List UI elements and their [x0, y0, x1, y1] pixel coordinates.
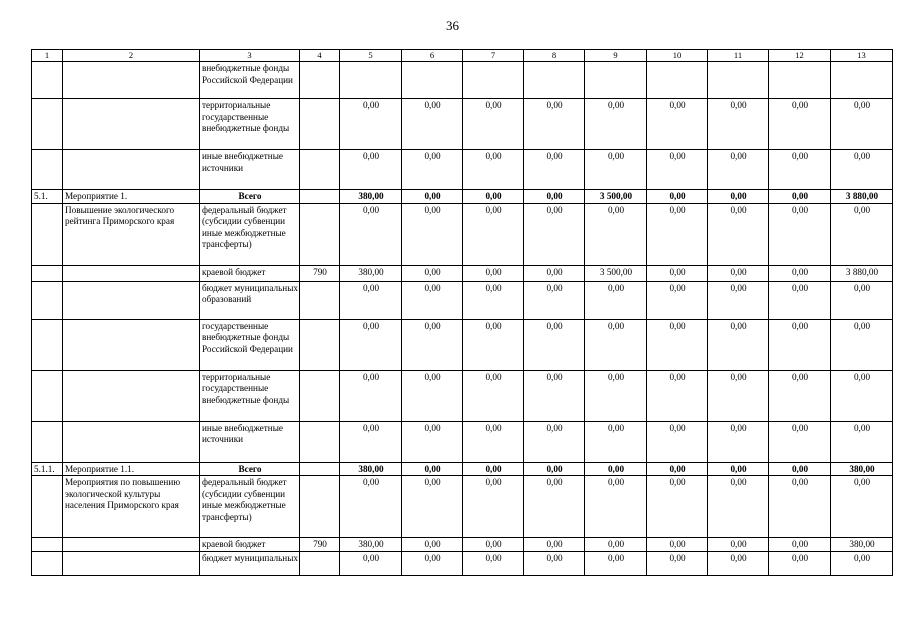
- source-cell: федеральный бюджет (субсидии субвенции иные межбюджетные трансферты): [200, 203, 300, 265]
- item-number-cell: [32, 62, 63, 99]
- value-cell: 0,00: [463, 551, 524, 575]
- column-header: 3: [200, 50, 300, 62]
- value-cell: 0,00: [524, 150, 585, 190]
- value-cell: 0,00: [524, 265, 585, 281]
- value-cell: 380,00: [340, 265, 402, 281]
- value-cell: 0,00: [708, 265, 769, 281]
- value-cell: 0,00: [831, 370, 893, 421]
- item-number-cell: [32, 99, 63, 150]
- header-row: [32, 50, 893, 62]
- item-name-cell: [63, 421, 200, 462]
- value-cell: 0,00: [708, 538, 769, 552]
- value-cell: 0,00: [647, 281, 708, 319]
- code-cell: [300, 370, 340, 421]
- item-number-cell: 5.1.: [32, 190, 63, 204]
- column-header: 10: [647, 50, 708, 62]
- value-cell: 0,00: [463, 476, 524, 538]
- value-cell: 0,00: [831, 281, 893, 319]
- value-cell: 0,00: [524, 190, 585, 204]
- total-row: [32, 190, 893, 204]
- value-cell: [463, 62, 524, 99]
- value-cell: 0,00: [402, 476, 463, 538]
- value-cell: 0,00: [585, 370, 647, 421]
- table-row: [32, 319, 893, 370]
- item-name-cell: [63, 150, 200, 190]
- value-cell: 0,00: [708, 150, 769, 190]
- item-number-cell: [32, 551, 63, 575]
- value-cell: 0,00: [463, 319, 524, 370]
- value-cell: 0,00: [769, 319, 831, 370]
- column-header: 12: [769, 50, 831, 62]
- value-cell: 0,00: [463, 462, 524, 476]
- value-cell: 0,00: [769, 538, 831, 552]
- source-cell: территориальные государственные внебюджетные фонды: [200, 99, 300, 150]
- value-cell: 0,00: [402, 265, 463, 281]
- value-cell: 0,00: [402, 281, 463, 319]
- value-cell: 0,00: [647, 319, 708, 370]
- item-name-cell: [63, 62, 200, 99]
- value-cell: 0,00: [708, 203, 769, 265]
- value-cell: 0,00: [585, 281, 647, 319]
- value-cell: 0,00: [463, 538, 524, 552]
- value-cell: 0,00: [769, 281, 831, 319]
- value-cell: 0,00: [769, 150, 831, 190]
- code-cell: [300, 551, 340, 575]
- value-cell: 0,00: [647, 265, 708, 281]
- value-cell: 380,00: [340, 538, 402, 552]
- value-cell: 0,00: [402, 462, 463, 476]
- item-number-cell: [32, 370, 63, 421]
- value-cell: 0,00: [647, 99, 708, 150]
- source-cell: иные внебюджетные источники: [200, 150, 300, 190]
- value-cell: 0,00: [524, 99, 585, 150]
- value-cell: 0,00: [769, 462, 831, 476]
- total-row: [32, 462, 893, 476]
- value-cell: 0,00: [831, 551, 893, 575]
- value-cell: 0,00: [585, 150, 647, 190]
- value-cell: 0,00: [463, 99, 524, 150]
- value-cell: 0,00: [463, 203, 524, 265]
- value-cell: 0,00: [647, 551, 708, 575]
- value-cell: 0,00: [524, 476, 585, 538]
- total-label: Всего: [200, 462, 300, 476]
- value-cell: 0,00: [708, 99, 769, 150]
- value-cell: 0,00: [769, 265, 831, 281]
- value-cell: 0,00: [647, 190, 708, 204]
- source-cell: краевой бюджет: [200, 538, 300, 552]
- source-cell: краевой бюджет: [200, 265, 300, 281]
- table-row: [32, 150, 893, 190]
- value-cell: 0,00: [402, 190, 463, 204]
- value-cell: 380,00: [340, 462, 402, 476]
- column-header: 9: [585, 50, 647, 62]
- value-cell: 0,00: [585, 476, 647, 538]
- table-row: [32, 476, 893, 538]
- value-cell: 0,00: [340, 281, 402, 319]
- value-cell: 0,00: [647, 150, 708, 190]
- value-cell: 0,00: [585, 203, 647, 265]
- code-cell: [300, 476, 340, 538]
- value-cell: 0,00: [647, 462, 708, 476]
- value-cell: [524, 62, 585, 99]
- value-cell: 0,00: [708, 551, 769, 575]
- value-cell: 0,00: [585, 462, 647, 476]
- column-header: 7: [463, 50, 524, 62]
- value-cell: 3 880,00: [831, 190, 893, 204]
- value-cell: 0,00: [463, 370, 524, 421]
- value-cell: 3 500,00: [585, 265, 647, 281]
- value-cell: 0,00: [708, 281, 769, 319]
- source-cell: внебюджетные фонды Российской Федерации: [200, 62, 300, 99]
- table-row: [32, 281, 893, 319]
- value-cell: [831, 62, 893, 99]
- code-cell: [300, 203, 340, 265]
- code-cell: [300, 462, 340, 476]
- source-cell: бюджет муниципальных: [200, 551, 300, 575]
- value-cell: [647, 62, 708, 99]
- value-cell: 0,00: [524, 370, 585, 421]
- item-name-cell: Мероприятие 1.: [63, 190, 200, 204]
- item-name-cell: [63, 281, 200, 319]
- value-cell: 0,00: [340, 421, 402, 462]
- item-name-cell: [63, 99, 200, 150]
- value-cell: 0,00: [402, 99, 463, 150]
- value-cell: 0,00: [463, 281, 524, 319]
- item-number-cell: [32, 319, 63, 370]
- value-cell: 0,00: [463, 421, 524, 462]
- value-cell: 0,00: [708, 190, 769, 204]
- value-cell: 0,00: [585, 421, 647, 462]
- value-cell: 0,00: [340, 99, 402, 150]
- item-number-cell: [32, 265, 63, 281]
- value-cell: 0,00: [340, 319, 402, 370]
- value-cell: 0,00: [402, 421, 463, 462]
- source-cell: государственные внебюджетные фонды Российской Федерации: [200, 319, 300, 370]
- value-cell: 0,00: [647, 421, 708, 462]
- value-cell: 0,00: [524, 462, 585, 476]
- table-row: [32, 62, 893, 99]
- value-cell: 0,00: [585, 99, 647, 150]
- column-header: 5: [340, 50, 402, 62]
- column-header: 6: [402, 50, 463, 62]
- table-row: [32, 538, 893, 552]
- value-cell: 380,00: [340, 190, 402, 204]
- value-cell: 0,00: [524, 319, 585, 370]
- value-cell: 0,00: [524, 551, 585, 575]
- value-cell: 0,00: [585, 538, 647, 552]
- value-cell: 0,00: [340, 370, 402, 421]
- value-cell: 0,00: [524, 203, 585, 265]
- value-cell: 0,00: [585, 319, 647, 370]
- value-cell: 0,00: [831, 203, 893, 265]
- item-name-cell: [63, 265, 200, 281]
- item-name-cell: [63, 319, 200, 370]
- value-cell: 0,00: [769, 190, 831, 204]
- value-cell: 0,00: [463, 265, 524, 281]
- item-name-cell: Повышение экологического рейтинга Приморского края: [63, 203, 200, 265]
- value-cell: 380,00: [831, 462, 893, 476]
- value-cell: 0,00: [402, 203, 463, 265]
- value-cell: 0,00: [647, 538, 708, 552]
- total-label: Всего: [200, 190, 300, 204]
- value-cell: 3 500,00: [585, 190, 647, 204]
- value-cell: 0,00: [769, 203, 831, 265]
- item-number-cell: [32, 421, 63, 462]
- value-cell: 0,00: [340, 150, 402, 190]
- value-cell: 0,00: [769, 476, 831, 538]
- value-cell: 0,00: [831, 319, 893, 370]
- item-name-cell: [63, 370, 200, 421]
- value-cell: 0,00: [769, 551, 831, 575]
- value-cell: 0,00: [402, 551, 463, 575]
- value-cell: 0,00: [463, 150, 524, 190]
- value-cell: 0,00: [831, 150, 893, 190]
- code-cell: [300, 150, 340, 190]
- column-header: 2: [63, 50, 200, 62]
- table-row: [32, 551, 893, 575]
- column-header: 4: [300, 50, 340, 62]
- value-cell: 0,00: [708, 421, 769, 462]
- value-cell: 0,00: [524, 281, 585, 319]
- item-number-cell: [32, 281, 63, 319]
- item-number-cell: 5.1.1.: [32, 462, 63, 476]
- value-cell: 0,00: [463, 190, 524, 204]
- value-cell: 0,00: [340, 476, 402, 538]
- code-cell: 790: [300, 538, 340, 552]
- table-row: [32, 421, 893, 462]
- value-cell: 0,00: [402, 319, 463, 370]
- code-cell: [300, 62, 340, 99]
- value-cell: 0,00: [647, 476, 708, 538]
- value-cell: [585, 62, 647, 99]
- value-cell: 0,00: [708, 370, 769, 421]
- value-cell: 0,00: [831, 476, 893, 538]
- column-header: 1: [32, 50, 63, 62]
- item-name-cell: Мероприятия по повышению экологической культуры населения Приморского края: [63, 476, 200, 538]
- item-number-cell: [32, 150, 63, 190]
- value-cell: 0,00: [647, 203, 708, 265]
- code-cell: 790: [300, 265, 340, 281]
- value-cell: 0,00: [831, 421, 893, 462]
- source-cell: федеральный бюджет (субсидии субвенции иные межбюджетные трансферты): [200, 476, 300, 538]
- value-cell: 0,00: [524, 538, 585, 552]
- source-cell: иные внебюджетные источники: [200, 421, 300, 462]
- code-cell: [300, 421, 340, 462]
- column-header: 11: [708, 50, 769, 62]
- item-number-cell: [32, 476, 63, 538]
- value-cell: 3 880,00: [831, 265, 893, 281]
- value-cell: [402, 62, 463, 99]
- value-cell: 0,00: [769, 99, 831, 150]
- value-cell: 0,00: [708, 476, 769, 538]
- item-number-cell: [32, 538, 63, 552]
- value-cell: 0,00: [708, 319, 769, 370]
- budget-table: [31, 49, 893, 576]
- value-cell: 380,00: [831, 538, 893, 552]
- column-header: 13: [831, 50, 893, 62]
- table-row: [32, 370, 893, 421]
- table-row: [32, 203, 893, 265]
- code-cell: [300, 319, 340, 370]
- value-cell: [708, 62, 769, 99]
- value-cell: 0,00: [831, 99, 893, 150]
- value-cell: 0,00: [585, 551, 647, 575]
- table-row: [32, 99, 893, 150]
- page-number: 36: [446, 18, 459, 33]
- code-cell: [300, 281, 340, 319]
- value-cell: 0,00: [708, 462, 769, 476]
- source-cell: территориальные государственные внебюджетные фонды: [200, 370, 300, 421]
- value-cell: [340, 62, 402, 99]
- value-cell: 0,00: [769, 370, 831, 421]
- value-cell: 0,00: [402, 370, 463, 421]
- value-cell: 0,00: [340, 551, 402, 575]
- source-cell: бюджет муниципальных образований: [200, 281, 300, 319]
- table-row: [32, 265, 893, 281]
- value-cell: 0,00: [769, 421, 831, 462]
- item-name-cell: [63, 551, 200, 575]
- code-cell: [300, 190, 340, 204]
- column-header: 8: [524, 50, 585, 62]
- value-cell: 0,00: [340, 203, 402, 265]
- value-cell: [769, 62, 831, 99]
- code-cell: [300, 99, 340, 150]
- value-cell: 0,00: [402, 538, 463, 552]
- value-cell: 0,00: [524, 421, 585, 462]
- value-cell: 0,00: [647, 370, 708, 421]
- item-name-cell: [63, 538, 200, 552]
- item-number-cell: [32, 203, 63, 265]
- value-cell: 0,00: [402, 150, 463, 190]
- item-name-cell: Мероприятие 1.1.: [63, 462, 200, 476]
